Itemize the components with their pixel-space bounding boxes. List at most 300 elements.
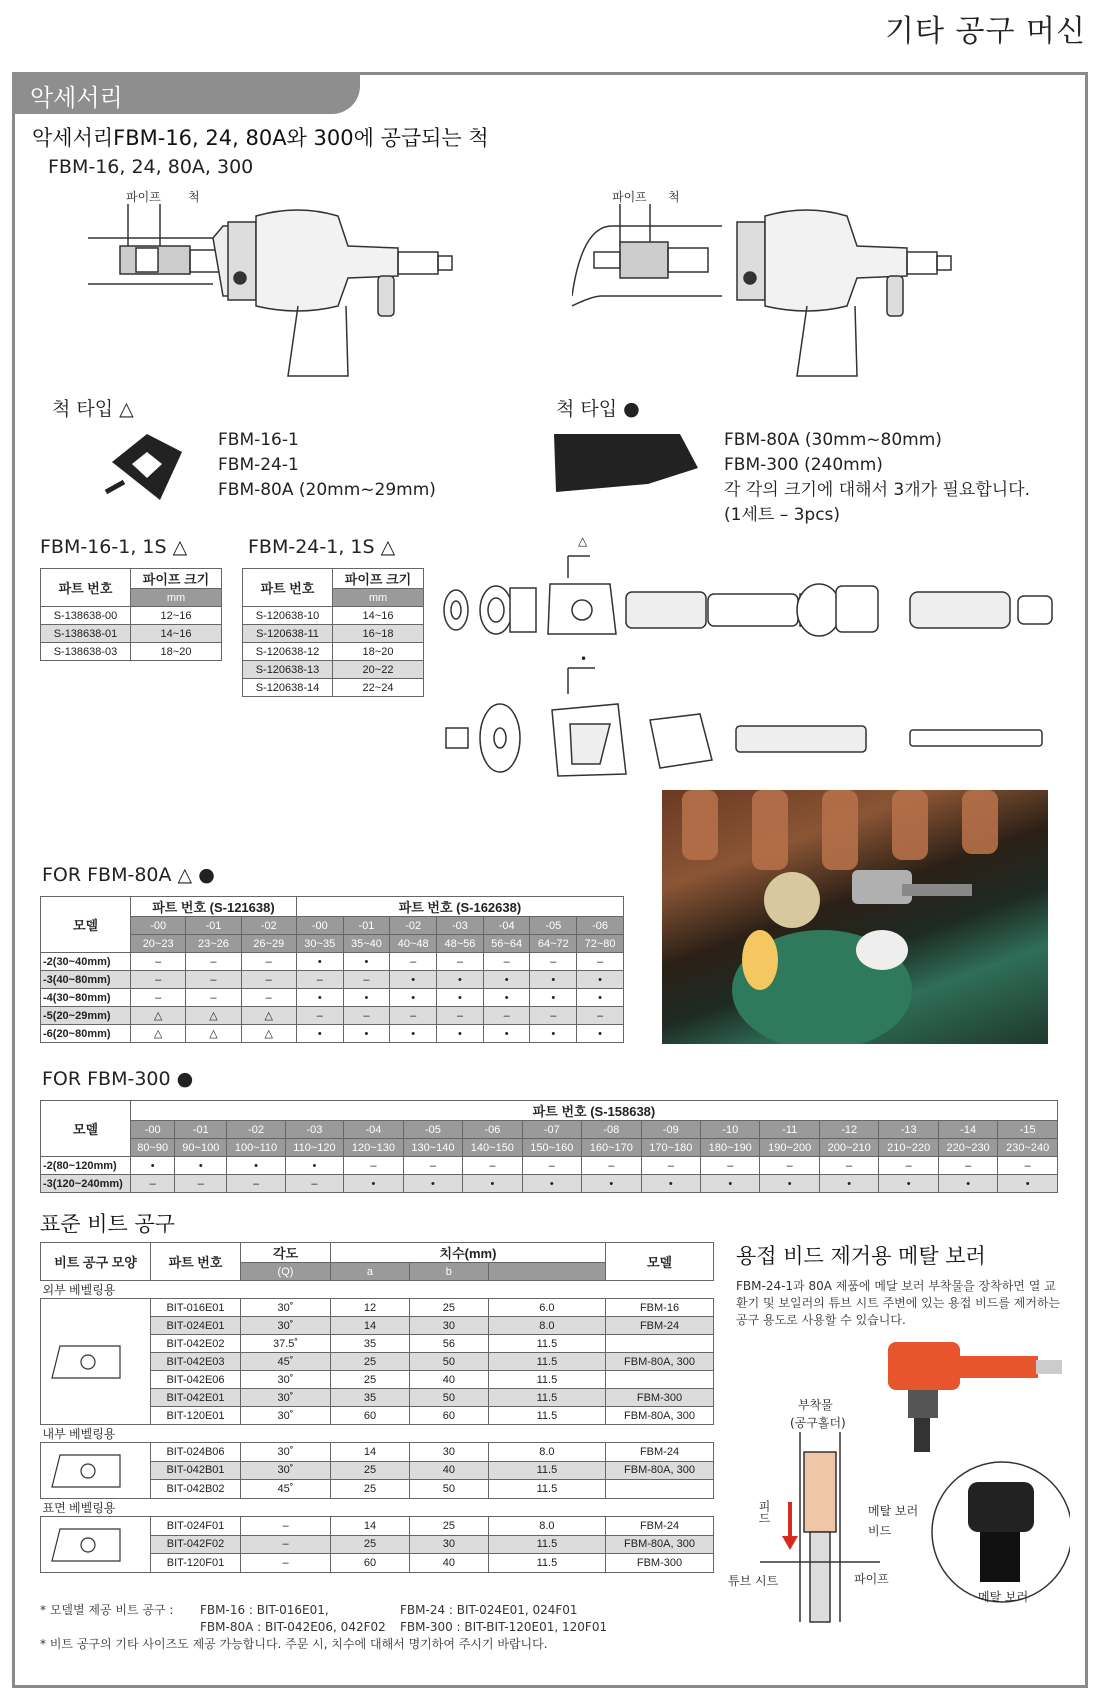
col-range: 26~29 — [241, 935, 296, 953]
col-group: 파트 번호 (S-158638) — [131, 1101, 1058, 1121]
cell: • — [577, 971, 624, 989]
group-row — [41, 1425, 714, 1443]
group-label: 외부 베벨링용 — [41, 1281, 714, 1299]
table-row — [41, 1007, 624, 1025]
row-label: -4(30~80mm) — [41, 989, 131, 1007]
cell: 14 — [331, 1317, 410, 1335]
note1-b: FBM-24 : BIT-024E01, 024F01 — [400, 1603, 578, 1617]
cell: BIT-042E01 — [151, 1389, 241, 1407]
group-row — [41, 1499, 714, 1517]
col-model: 모델 — [41, 1101, 131, 1157]
cell: – — [186, 989, 241, 1007]
col-code: -14 — [938, 1121, 997, 1139]
cell: • — [819, 1175, 878, 1193]
cell: 12~16 — [131, 607, 222, 625]
cell: 37.5˚ — [241, 1335, 331, 1353]
cell: 11.5 — [488, 1353, 605, 1371]
cell: S-138638-00 — [41, 607, 131, 625]
cell: – — [186, 971, 241, 989]
cell: – — [938, 1157, 997, 1175]
cell: FBM-300 — [606, 1554, 714, 1573]
cell: – — [403, 1157, 462, 1175]
note1-label: * 모델별 제공 비트 공구 : — [40, 1603, 174, 1617]
cell: S-120638-12 — [243, 643, 333, 661]
cell: • — [343, 989, 390, 1007]
cell: – — [390, 1007, 437, 1025]
cell: BIT-042E06 — [151, 1371, 241, 1389]
cell: • — [463, 1175, 522, 1193]
cell: – — [241, 989, 296, 1007]
right-pipe-label: 파이프 — [612, 190, 647, 204]
chuck-triangle-line: FBM-16-1 — [218, 430, 299, 450]
col-code: -04 — [344, 1121, 403, 1139]
cell: – — [530, 953, 577, 971]
table-row — [41, 1299, 714, 1317]
fbm24-table — [242, 568, 424, 697]
col-shape: 비트 공구 모양 — [41, 1243, 151, 1281]
exploded-triangle-parts — [440, 548, 1060, 642]
bits-notes — [40, 1602, 720, 1653]
borer-label-tubesheet: 튜브 시트 — [728, 1574, 779, 1588]
col-range: 110~120 — [285, 1139, 343, 1157]
cell: – — [701, 1157, 760, 1175]
cell: – — [175, 1175, 227, 1193]
cell: 11.5 — [488, 1335, 605, 1353]
cell: – — [227, 1175, 285, 1193]
cell: • — [483, 971, 530, 989]
cell: 14~16 — [131, 625, 222, 643]
cell: • — [390, 971, 437, 989]
col-code: -07 — [522, 1121, 581, 1139]
chuck-dot-lines — [724, 428, 1030, 528]
cell: • — [403, 1175, 462, 1193]
note1-d: FBM-300 : BIT-BIT-120E01, 120F01 — [400, 1620, 608, 1634]
cell: △ — [186, 1007, 241, 1025]
cell: 35 — [331, 1335, 410, 1353]
cell: S-120638-13 — [243, 661, 333, 679]
cell: – — [131, 989, 186, 1007]
col-part: 파트 번호 — [151, 1243, 241, 1281]
cell: 30 — [409, 1443, 488, 1462]
col-code: -06 — [463, 1121, 522, 1139]
table-row — [41, 1517, 714, 1536]
cell: • — [296, 953, 343, 971]
cell: – — [343, 1007, 390, 1025]
cell: • — [296, 989, 343, 1007]
cell: • — [131, 1157, 175, 1175]
col-code: -03 — [285, 1121, 343, 1139]
cell: 30˚ — [241, 1299, 331, 1317]
borer-label-pipe: 파이프 — [854, 1572, 889, 1586]
cell: • — [641, 1175, 700, 1193]
col-code: -08 — [582, 1121, 641, 1139]
cell: 30˚ — [241, 1461, 331, 1480]
cell: – — [530, 1007, 577, 1025]
cell: BIT-042B01 — [151, 1461, 241, 1480]
cell: • — [296, 1025, 343, 1043]
cell: – — [186, 953, 241, 971]
col-group1: 파트 번호 (S-121638) — [131, 897, 297, 917]
col-code: -00 — [131, 917, 186, 935]
cell: – — [241, 1517, 331, 1536]
col-range: 120~130 — [344, 1139, 403, 1157]
cell: – — [241, 953, 296, 971]
borer-title: 용접 비드 제거용 메탈 보러 — [736, 1244, 986, 1268]
cell: 25 — [331, 1535, 410, 1554]
cell: • — [437, 989, 484, 1007]
cell: 30 — [409, 1535, 488, 1554]
col-range: 160~170 — [582, 1139, 641, 1157]
bit-shape-diagram — [41, 1443, 151, 1499]
note2: * 비트 공구의 기타 사이즈도 제공 가능합니다. 주문 시, 치수에 대해서 명기하여 주시기 바랍니다. — [40, 1637, 548, 1651]
cell: • — [577, 989, 624, 1007]
cell: – — [879, 1157, 938, 1175]
cell: • — [343, 953, 390, 971]
col-part: 파트 번호 — [243, 569, 333, 607]
worker-photo — [662, 790, 1048, 1044]
cell: 14 — [331, 1517, 410, 1536]
cell: • — [343, 1025, 390, 1043]
col-code: -02 — [227, 1121, 285, 1139]
col-dim: 치수(mm) — [331, 1243, 606, 1263]
cell: S-120638-11 — [243, 625, 333, 643]
cell: • — [390, 989, 437, 1007]
row-label: -6(20~80mm) — [41, 1025, 131, 1043]
chuck-dot-line: (1세트 – 3pcs) — [724, 505, 841, 525]
cell: 16~18 — [333, 625, 424, 643]
cell: • — [701, 1175, 760, 1193]
col-range: 64~72 — [530, 935, 577, 953]
cell — [606, 1371, 714, 1389]
col-code: -09 — [641, 1121, 700, 1139]
cell: – — [819, 1157, 878, 1175]
cell: 25 — [331, 1353, 410, 1371]
cell: 25 — [331, 1480, 410, 1499]
cell: • — [285, 1157, 343, 1175]
col-model: 모델 — [41, 897, 131, 953]
cell: 60 — [331, 1407, 410, 1425]
table-row — [41, 1157, 1058, 1175]
chuck-type-triangle-title: 척 타입 △ — [52, 398, 134, 420]
chuck-triangle-line: FBM-80A (20mm~29mm) — [218, 480, 436, 500]
table-row — [41, 971, 624, 989]
cell: • — [437, 1025, 484, 1043]
cell: • — [879, 1175, 938, 1193]
bit-shape-diagram — [41, 1517, 151, 1573]
col-code: -00 — [131, 1121, 175, 1139]
cell: – — [131, 953, 186, 971]
cell: – — [285, 1175, 343, 1193]
col-range: 150~160 — [522, 1139, 581, 1157]
cell: 25 — [409, 1517, 488, 1536]
cell: – — [131, 971, 186, 989]
cell: 8.0 — [488, 1517, 605, 1536]
cell: 11.5 — [488, 1407, 605, 1425]
cell: – — [463, 1157, 522, 1175]
col-range: 90~100 — [175, 1139, 227, 1157]
cell: 40 — [409, 1461, 488, 1480]
cell: 25 — [409, 1299, 488, 1317]
cell: 8.0 — [488, 1317, 605, 1335]
cell: 11.5 — [488, 1389, 605, 1407]
cell: BIT-016E01 — [151, 1299, 241, 1317]
cell: △ — [131, 1007, 186, 1025]
cell: 60 — [409, 1407, 488, 1425]
chuck-triangle-lines — [218, 428, 436, 503]
cell: 30 — [409, 1317, 488, 1335]
col-unit: mm — [131, 589, 222, 607]
col-range: 220~230 — [938, 1139, 997, 1157]
col-code: -01 — [343, 917, 390, 935]
table-row — [41, 1443, 714, 1462]
cell: S-138638-03 — [41, 643, 131, 661]
cell: 30˚ — [241, 1407, 331, 1425]
cell: 8.0 — [488, 1443, 605, 1462]
col-code: -10 — [701, 1121, 760, 1139]
cell: FBM-24 — [606, 1443, 714, 1462]
col-code: -05 — [530, 917, 577, 935]
cell: – — [582, 1157, 641, 1175]
cell: △ — [241, 1025, 296, 1043]
col-angle: 각도 — [241, 1243, 331, 1263]
chuck-triangle-line: FBM-24-1 — [218, 455, 299, 475]
col-range: 56~64 — [483, 935, 530, 953]
cell: 30˚ — [241, 1317, 331, 1335]
col-code: -11 — [760, 1121, 819, 1139]
fbm16-table — [40, 568, 222, 661]
cell: – — [577, 1007, 624, 1025]
chuck-dot-image — [552, 428, 702, 498]
col-code: -05 — [403, 1121, 462, 1139]
cell: – — [577, 953, 624, 971]
cell: 11.5 — [488, 1371, 605, 1389]
col-unit: mm — [333, 589, 424, 607]
table-row — [41, 989, 624, 1007]
cell: • — [998, 1175, 1058, 1193]
cell: 40 — [409, 1371, 488, 1389]
col-range: 200~210 — [819, 1139, 878, 1157]
cell — [606, 1335, 714, 1353]
cell: △ — [241, 1007, 296, 1025]
cell: 11.5 — [488, 1480, 605, 1499]
cell: • — [437, 971, 484, 989]
cell: 11.5 — [488, 1535, 605, 1554]
col-range: 140~150 — [463, 1139, 522, 1157]
cell: 45˚ — [241, 1480, 331, 1499]
col-code: -00 — [296, 917, 343, 935]
cell: 50 — [409, 1389, 488, 1407]
col-size: 파이프 크기 — [131, 569, 222, 589]
col-range: 100~110 — [227, 1139, 285, 1157]
col-code: -13 — [879, 1121, 938, 1139]
cell: – — [437, 953, 484, 971]
cell: BIT-042E02 — [151, 1335, 241, 1353]
col-angle-unit: (Q) — [241, 1263, 331, 1281]
cell: – — [241, 1554, 331, 1573]
cell: 14 — [331, 1443, 410, 1462]
row-label: -2(80~120mm) — [41, 1157, 131, 1175]
cell: • — [483, 989, 530, 1007]
cell: 11.5 — [488, 1461, 605, 1480]
cell: 35 — [331, 1389, 410, 1407]
chuck-dot-line: FBM-300 (240mm) — [724, 455, 883, 475]
cell: S-120638-14 — [243, 679, 333, 697]
right-chuck-label: 척 — [668, 190, 680, 204]
chuck-dot-line: 각 각의 크기에 대해서 3개가 필요합니다. — [724, 480, 1030, 500]
row-label: -5(20~29mm) — [41, 1007, 131, 1025]
bits-table — [40, 1242, 714, 1573]
cell: – — [760, 1157, 819, 1175]
cell: – — [522, 1157, 581, 1175]
cell: BIT-024B06 — [151, 1443, 241, 1462]
cell: 25 — [331, 1371, 410, 1389]
cell: • — [522, 1175, 581, 1193]
left-pipe-label: 파이프 — [126, 190, 161, 204]
cell: 30˚ — [241, 1389, 331, 1407]
bit-shape-diagram — [41, 1299, 151, 1425]
fbm80-title: FOR FBM-80A △ ● — [42, 864, 215, 886]
cell: • — [582, 1175, 641, 1193]
cell: • — [530, 1025, 577, 1043]
cell: FBM-80A, 300 — [606, 1535, 714, 1554]
cell: • — [227, 1157, 285, 1175]
cell: – — [241, 1535, 331, 1554]
group-label: 내부 베벨링용 — [41, 1425, 714, 1443]
fbm16-title: FBM-16-1, 1S △ — [40, 536, 188, 558]
cell: – — [241, 971, 296, 989]
cell: 18~20 — [333, 643, 424, 661]
cell: 30˚ — [241, 1443, 331, 1462]
note1-c: FBM-80A : BIT-042E06, 042F02 — [200, 1620, 386, 1634]
cell: • — [938, 1175, 997, 1193]
borer-desc: FBM-24-1과 80A 제품에 메달 보러 부착물을 장착하면 열 교환기 및 보일러의 튜브 시트 주변에 있는 용접 비드를 제거하는 공구 용도로 사용할 수 있습니다. — [736, 1279, 1061, 1327]
cell: • — [530, 989, 577, 1007]
chuck-dot-line: FBM-80A (30mm~80mm) — [724, 430, 942, 450]
fbm300-table — [40, 1100, 1058, 1193]
col-code: -15 — [998, 1121, 1058, 1139]
col-size: 파이프 크기 — [333, 569, 424, 589]
cell: △ — [131, 1025, 186, 1043]
borer-label-feed: 피드 — [757, 1500, 771, 1524]
cell: BIT-024E01 — [151, 1317, 241, 1335]
chuck-type-dot-title: 척 타입 ● — [556, 398, 640, 420]
cell: – — [296, 971, 343, 989]
borer-label-borer: 메탈 보러 — [868, 1504, 919, 1518]
fbm300-title: FOR FBM-300 ● — [42, 1068, 194, 1090]
chuck-heading: 악세서리FBM-16, 24, 80A와 300에 공급되는 척 — [32, 126, 489, 150]
col-code: -04 — [483, 917, 530, 935]
col-range: 130~140 — [403, 1139, 462, 1157]
cell: BIT-120E01 — [151, 1407, 241, 1425]
col-code: -02 — [390, 917, 437, 935]
col-range: 35~40 — [343, 935, 390, 953]
cell — [606, 1480, 714, 1499]
borer-label-bead: 비드 — [868, 1524, 892, 1538]
cell: 11.5 — [488, 1554, 605, 1573]
cell: BIT-120F01 — [151, 1554, 241, 1573]
cell: 14~16 — [333, 607, 424, 625]
exploded-dot-parts — [440, 664, 1060, 788]
col-code: -01 — [186, 917, 241, 935]
cell: 25 — [331, 1461, 410, 1480]
cell: FBM-24 — [606, 1317, 714, 1335]
table-row — [41, 953, 624, 971]
borer-label-borer2: 메탈 보러 — [978, 1590, 1029, 1604]
cell: – — [483, 1007, 530, 1025]
cell: BIT-042B02 — [151, 1480, 241, 1499]
col-a: a — [331, 1263, 410, 1281]
cell: 45˚ — [241, 1353, 331, 1371]
col-code: -02 — [241, 917, 296, 935]
chuck-models: FBM-16, 24, 80A, 300 — [48, 156, 254, 178]
cell: △ — [186, 1025, 241, 1043]
cell: • — [344, 1175, 403, 1193]
col-range: 170~180 — [641, 1139, 700, 1157]
cell: 20~22 — [333, 661, 424, 679]
cell: • — [483, 1025, 530, 1043]
cell: FBM-16 — [606, 1299, 714, 1317]
cell: 50 — [409, 1480, 488, 1499]
col-range: 23~26 — [186, 935, 241, 953]
chuck-triangle-image — [102, 422, 192, 516]
group-label: 표면 베벨링용 — [41, 1499, 714, 1517]
col-range: 40~48 — [390, 935, 437, 953]
cell: – — [131, 1175, 175, 1193]
col-range: 190~200 — [760, 1139, 819, 1157]
cell: – — [998, 1157, 1058, 1175]
group-row — [41, 1281, 714, 1299]
cell: • — [390, 1025, 437, 1043]
cell: – — [641, 1157, 700, 1175]
col-range: 48~56 — [437, 935, 484, 953]
cell: 50 — [409, 1353, 488, 1371]
col-range: 180~190 — [701, 1139, 760, 1157]
cell: 56 — [409, 1335, 488, 1353]
row-label: -3(120~240mm) — [41, 1175, 131, 1193]
col-range: 20~23 — [131, 935, 186, 953]
cell: BIT-042F02 — [151, 1535, 241, 1554]
cell: 6.0 — [488, 1299, 605, 1317]
cell: – — [390, 953, 437, 971]
fbm80-table — [40, 896, 624, 1043]
cell: BIT-024F01 — [151, 1517, 241, 1536]
machine-diagram-left — [88, 186, 488, 396]
cell: S-138638-01 — [41, 625, 131, 643]
cell: FBM-80A, 300 — [606, 1461, 714, 1480]
cell: • — [577, 1025, 624, 1043]
cell: 30˚ — [241, 1371, 331, 1389]
col-range: 30~35 — [296, 935, 343, 953]
col-range: 230~240 — [998, 1139, 1058, 1157]
cell: – — [437, 1007, 484, 1025]
cell: – — [343, 971, 390, 989]
exploded-dot-mark: • — [580, 652, 588, 666]
exploded-triangle-mark: △ — [578, 534, 588, 548]
cell: • — [760, 1175, 819, 1193]
borer-label-attach: 부착물 — [798, 1398, 833, 1412]
col-b: b — [409, 1263, 488, 1281]
cell: FBM-300 — [606, 1389, 714, 1407]
cell: FBM-80A, 300 — [606, 1407, 714, 1425]
col-range: 72~80 — [577, 935, 624, 953]
section-tab: 악세서리 — [12, 72, 360, 114]
machine-diagram-right — [572, 186, 972, 396]
cell: FBM-80A, 300 — [606, 1353, 714, 1371]
col-code: -01 — [175, 1121, 227, 1139]
cell: 40 — [409, 1554, 488, 1573]
row-label: -3(40~80mm) — [41, 971, 131, 989]
cell: 12 — [331, 1299, 410, 1317]
